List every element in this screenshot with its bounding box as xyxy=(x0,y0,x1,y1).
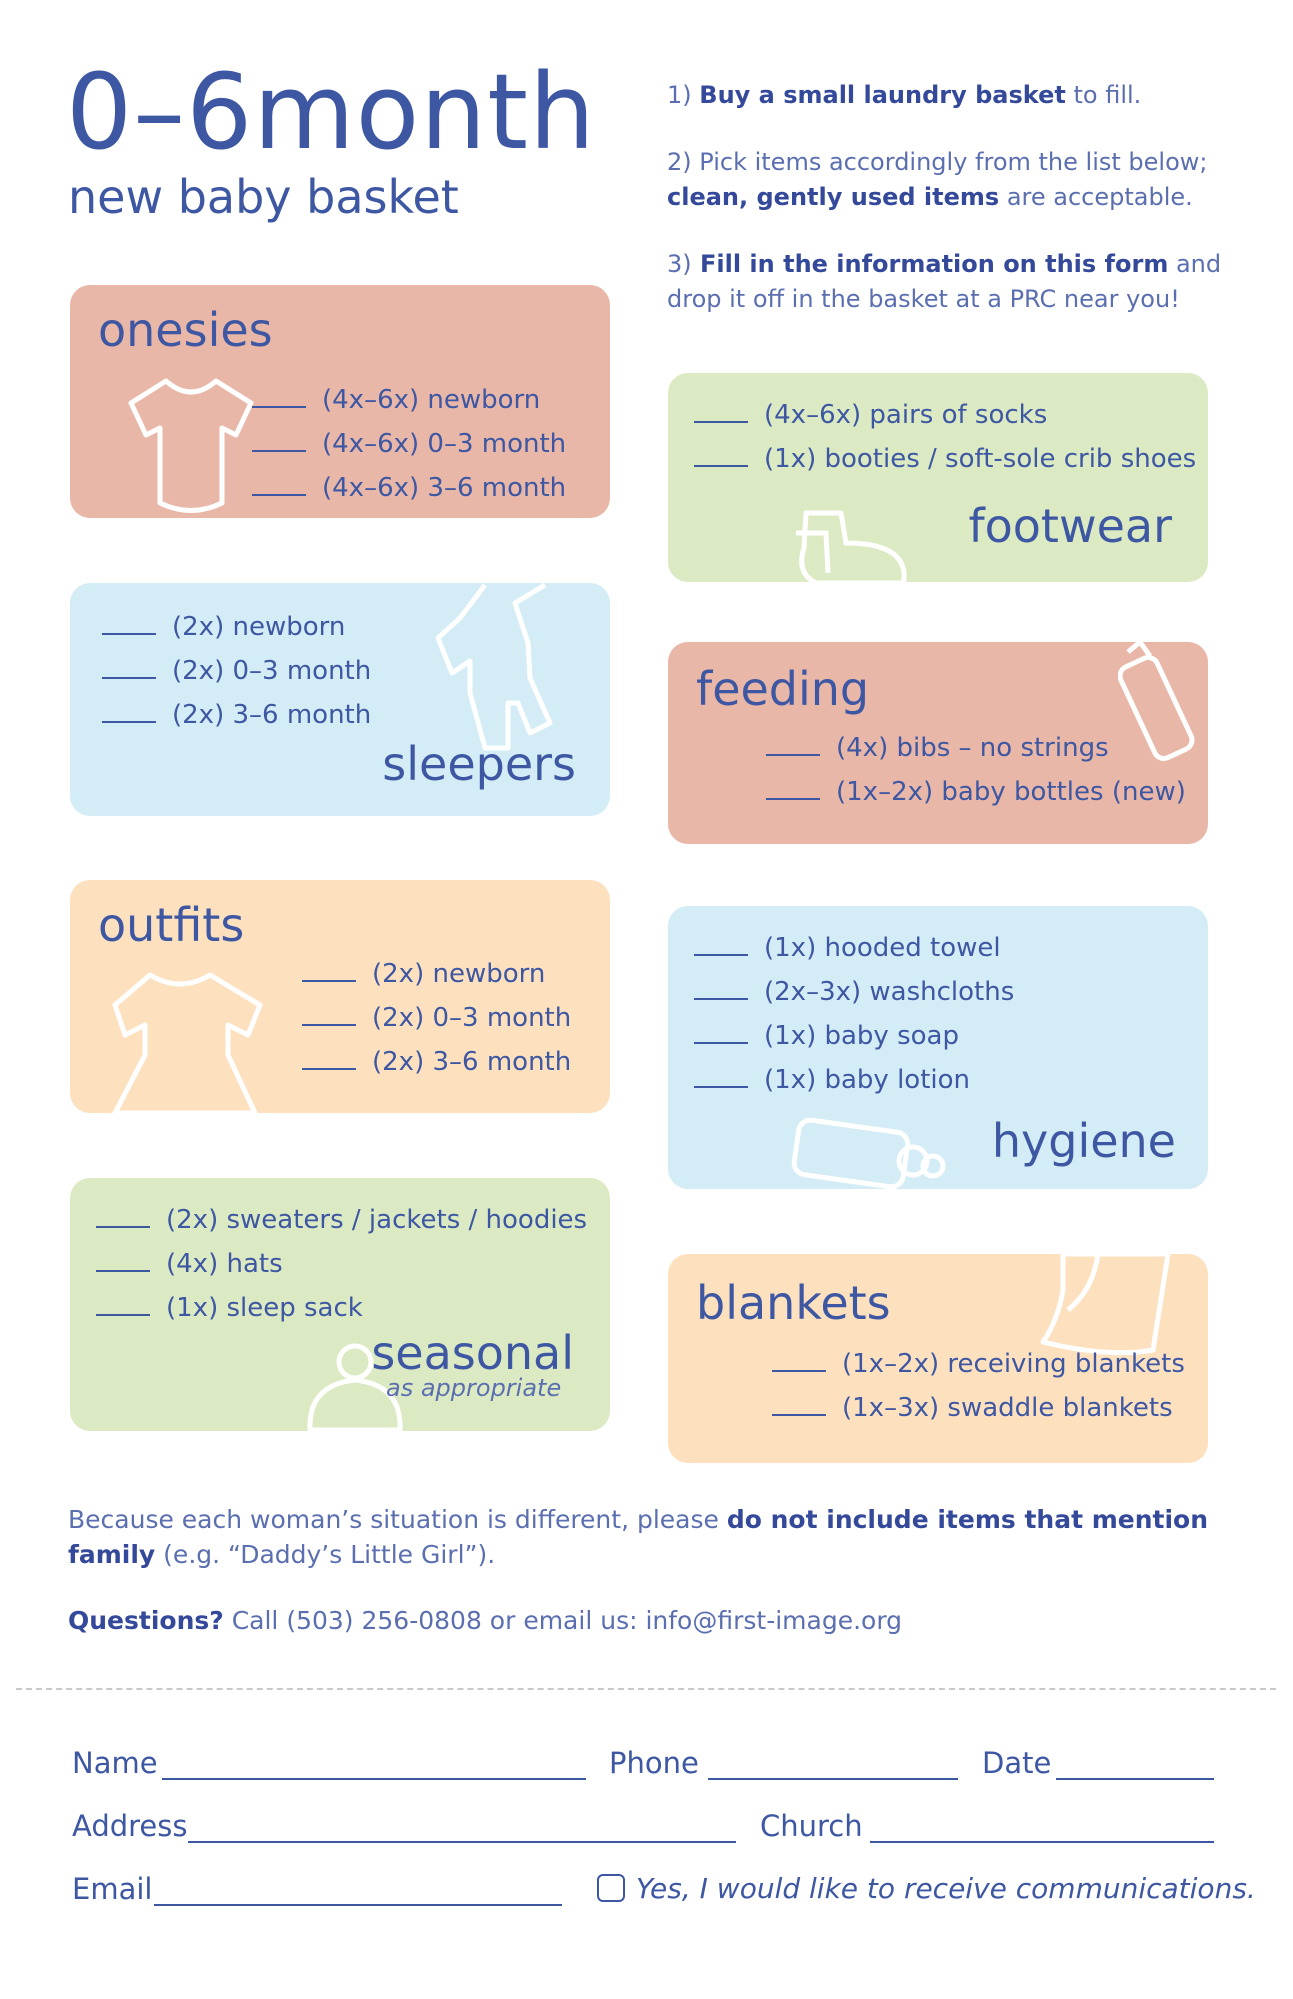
card-title: footwear xyxy=(968,499,1172,553)
list-item: (2x) newborn xyxy=(302,952,571,996)
checkbox-blank[interactable] xyxy=(772,1394,826,1416)
email-field[interactable] xyxy=(154,1904,562,1906)
checkbox-blank[interactable] xyxy=(694,978,748,1000)
family-note: Because each woman’s situation is different, please do not include items that mention family (e.g. “Daddy’s Little Girl”). xyxy=(68,1505,1209,1569)
checkbox-blank[interactable] xyxy=(102,613,156,635)
item-list xyxy=(102,605,371,737)
name-field[interactable] xyxy=(162,1778,586,1780)
sock-icon xyxy=(786,503,911,582)
list-item: (2x–3x) washcloths xyxy=(694,970,1014,1014)
card-subtitle: as appropriate xyxy=(386,1374,562,1402)
checkbox-blank[interactable] xyxy=(102,701,156,723)
card-title: sleepers xyxy=(382,737,576,791)
footwear-card xyxy=(668,373,1208,582)
seasonal-card xyxy=(70,1178,610,1431)
checkbox-blank[interactable] xyxy=(766,734,820,756)
checkbox-blank[interactable] xyxy=(252,386,306,408)
consent-label: Yes, I would like to receive communications. xyxy=(636,1872,1256,1905)
checkbox-blank[interactable] xyxy=(96,1250,150,1272)
checkbox-blank[interactable] xyxy=(694,1022,748,1044)
step-3: 3) Fill in the information on this form and drop it off in the basket at a PRC near you! xyxy=(667,250,1222,313)
phone-field[interactable] xyxy=(708,1778,958,1780)
list-item: (2x) 3–6 month xyxy=(302,1040,571,1084)
item-list xyxy=(96,1198,587,1330)
list-item: (1x–2x) receiving blankets xyxy=(772,1342,1185,1386)
card-title: feeding xyxy=(696,662,870,716)
sleeper-icon xyxy=(430,583,580,753)
card-title: hygiene xyxy=(991,1114,1176,1168)
date-label: Date xyxy=(982,1746,1052,1780)
checkbox-blank[interactable] xyxy=(694,445,748,467)
instructions xyxy=(667,78,1237,349)
checkbox-blank[interactable] xyxy=(772,1350,826,1372)
name-label: Name xyxy=(72,1746,158,1780)
checkbox-blank[interactable] xyxy=(302,960,356,982)
page-title: 0–6month xyxy=(66,51,596,173)
card-title: seasonal xyxy=(371,1326,574,1380)
checkbox-blank[interactable] xyxy=(96,1206,150,1228)
feeding-card xyxy=(668,642,1208,844)
list-item: (1x) booties / soft-sole crib shoes xyxy=(694,437,1196,481)
sleepers-card xyxy=(70,583,610,816)
step-1: 1) Buy a small laundry basket to fill. xyxy=(667,81,1142,109)
checkbox-blank[interactable] xyxy=(302,1004,356,1026)
list-item: (1x–3x) swaddle blankets xyxy=(772,1386,1185,1430)
item-list xyxy=(766,726,1186,814)
item-list xyxy=(772,1342,1185,1430)
outfits-card xyxy=(70,880,610,1113)
list-item: (2x) 0–3 month xyxy=(102,649,371,693)
checkbox-blank[interactable] xyxy=(694,934,748,956)
onesie-icon xyxy=(126,373,256,518)
list-item: (4x–6x) newborn xyxy=(252,378,566,422)
checkbox-blank[interactable] xyxy=(766,778,820,800)
step-2: 2) Pick items accordingly from the list below; clean, gently used items are acceptable. xyxy=(667,148,1208,211)
item-list xyxy=(302,952,571,1084)
checkbox-blank[interactable] xyxy=(302,1048,356,1070)
blankets-card xyxy=(668,1254,1208,1463)
address-label: Address xyxy=(72,1809,188,1843)
checkbox-blank[interactable] xyxy=(694,401,748,423)
church-field[interactable] xyxy=(870,1841,1214,1843)
list-item: (2x) 0–3 month xyxy=(302,996,571,1040)
list-item: (4x–6x) 3–6 month xyxy=(252,466,566,510)
address-field[interactable] xyxy=(188,1841,736,1843)
list-item: (1x) baby soap xyxy=(694,1014,1014,1058)
checkbox-blank[interactable] xyxy=(252,430,306,452)
list-item: (1x) hooded towel xyxy=(694,926,1014,970)
page-subtitle: new baby basket xyxy=(68,170,459,224)
list-item: (2x) 3–6 month xyxy=(102,693,371,737)
card-title: onesies xyxy=(98,303,273,357)
item-list xyxy=(694,926,1014,1102)
list-item: (4x) hats xyxy=(96,1242,587,1286)
list-item: (2x) sweaters / jackets / hoodies xyxy=(96,1198,587,1242)
checkbox-blank[interactable] xyxy=(102,657,156,679)
consent-checkbox[interactable] xyxy=(597,1874,625,1902)
checkbox-blank[interactable] xyxy=(96,1294,150,1316)
hygiene-card xyxy=(668,906,1208,1189)
email-label: Email xyxy=(72,1872,153,1906)
list-item: (4x–6x) 0–3 month xyxy=(252,422,566,466)
card-title: outfits xyxy=(98,898,245,952)
card-title: blankets xyxy=(696,1276,891,1330)
item-list xyxy=(252,378,566,510)
item-list xyxy=(694,393,1196,481)
dress-icon xyxy=(110,965,275,1113)
list-item: (4x–6x) pairs of socks xyxy=(694,393,1196,437)
list-item: (1x) baby lotion xyxy=(694,1058,1014,1102)
list-item: (1x) sleep sack xyxy=(96,1286,587,1330)
date-field[interactable] xyxy=(1056,1778,1214,1780)
church-label: Church xyxy=(760,1809,863,1843)
phone-label: Phone xyxy=(609,1746,699,1780)
checkbox-blank[interactable] xyxy=(694,1066,748,1088)
onesies-card xyxy=(70,285,610,518)
list-item: (4x) bibs – no strings xyxy=(766,726,1186,770)
checkbox-blank[interactable] xyxy=(252,474,306,496)
list-item: (2x) newborn xyxy=(102,605,371,649)
cut-line-divider xyxy=(16,1688,1276,1690)
contact-info: Questions? Call (503) 256-0808 or email us: info@first-image.org xyxy=(68,1606,903,1635)
list-item: (1x–2x) baby bottles (new) xyxy=(766,770,1186,814)
soap-icon xyxy=(788,1116,948,1189)
